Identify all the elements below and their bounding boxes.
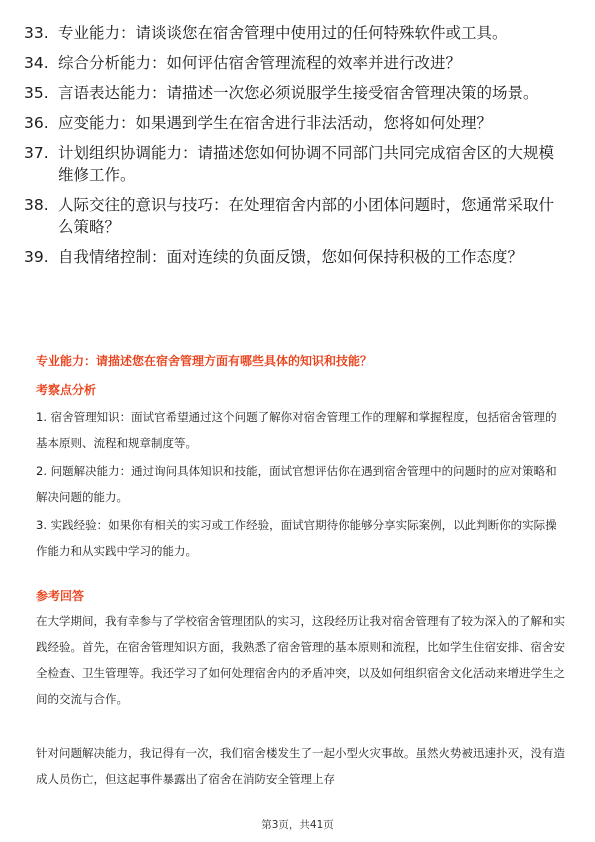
- analysis-item: 2. 问题解决能力：通过询问具体知识和技能，面试官想评估你在遇到宿舍管理中的问题时的应对策略和解决问题的能力。: [36, 464, 557, 504]
- question-item: [24, 112, 564, 134]
- reference-title: 参考回答: [36, 589, 85, 603]
- question-text: 计划组织协调能力：请描述您如何协调不同部门共同完成宿舍区的大规模维修工作。: [58, 144, 555, 184]
- question-number: 38.: [24, 196, 49, 214]
- question-number: 36.: [24, 114, 49, 132]
- question-number: 33.: [24, 24, 49, 42]
- question-text: 言语表达能力：请描述一次您必须说服学生接受宿舍管理决策的场景。: [58, 84, 539, 102]
- question-number: 34.: [24, 54, 49, 72]
- question-item: [24, 246, 564, 268]
- focus-question-heading: 专业能力：请描述您在宿舍管理方面有哪些具体的知识和技能？: [36, 354, 373, 368]
- question-text: 专业能力：请谈谈您在宿舍管理中使用过的任何特殊软件或工具。: [58, 24, 508, 42]
- question-item: [24, 142, 564, 186]
- question-item: [24, 22, 564, 44]
- question-text: 应变能力：如果遇到学生在宿舍进行非法活动，您将如何处理？: [58, 114, 493, 132]
- question-number: 35.: [24, 84, 49, 102]
- question-text: 人际交往的意识与技巧：在处理宿舍内部的小团体问题时，您通常采取什么策略？: [58, 196, 555, 236]
- question-item: [24, 82, 564, 104]
- reference-paragraph: 针对问题解决能力，我记得有一次，我们宿舍楼发生了一起小型火灾事故。虽然火势被迅速扑灭，没有造成人员伤亡，但这起事件暴露出了宿舍在消防安全管理上存: [36, 746, 565, 786]
- question-text: 综合分析能力：如何评估宿舍管理流程的效率并进行改进？: [58, 54, 462, 72]
- page-footer: 第3页，共41页: [261, 819, 334, 831]
- question-item: [24, 52, 564, 74]
- reference-paragraph: 在大学期间，我有幸参与了学校宿舍管理团队的实习，这段经历让我对宿舍管理有了较为深入的了解和实践经验。首先，在宿舍管理知识方面，我熟悉了宿舍管理的基本原则和流程，比如学生住宿安排、宿舍安全检查、卫生管理等。我还学习了如何处理宿舍内的矛盾冲突，以及如何组织宿舍文化活动来增进学生之间的交流与合作。: [36, 614, 565, 706]
- analysis-item: 3. 实践经验：如果你有相关的实习或工作经验，面试官期待你能够分享实际案例，以此判断你的实际操作能力和从实践中学习的能力。: [36, 518, 557, 558]
- question-text: 自我情绪控制：面对连续的负面反馈，您如何保持积极的工作态度？: [58, 248, 524, 266]
- analysis-item: 1. 宿舍管理知识：面试官希望通过这个问题了解你对宿舍管理工作的理解和掌握程度，包括宿舍管理的基本原则、流程和规章制度等。: [36, 410, 557, 450]
- analysis-title: 考察点分析: [36, 383, 97, 397]
- question-number: 37.: [24, 144, 49, 162]
- question-list: [24, 22, 564, 276]
- question-item: [24, 194, 564, 238]
- question-number: 39.: [24, 248, 49, 266]
